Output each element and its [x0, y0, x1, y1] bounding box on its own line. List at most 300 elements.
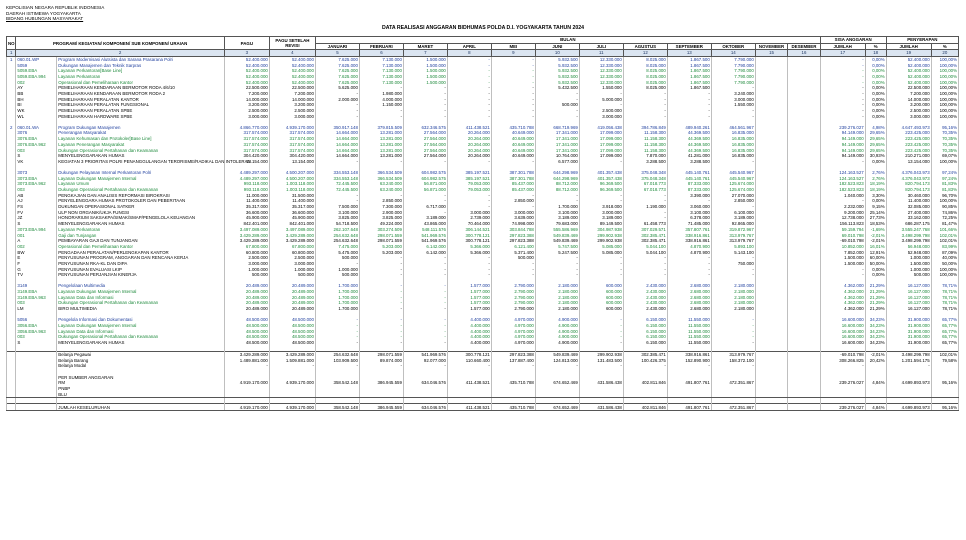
row-value: 5.366.000: [447, 249, 491, 255]
row-value: 445.140.761: [667, 175, 711, 181]
row-value: 317.574.000: [269, 130, 315, 136]
row-value: 7.790.000: [711, 68, 755, 74]
row-value: 2.850.000: [359, 198, 403, 204]
row-value: 16.127.000: [886, 300, 931, 306]
column-number: 9: [491, 50, 535, 56]
row-code: JZ: [16, 215, 57, 221]
header-sisa-jumlah: JUMLAH: [820, 43, 865, 50]
row-value: -: [623, 198, 667, 204]
row-value: -: [820, 91, 865, 97]
row-value: 1.201.594.175: [886, 358, 931, 364]
row-value: 81,83%: [931, 187, 958, 193]
row-value: 97,24%: [931, 175, 958, 181]
row-value: 17.341.000: [535, 136, 579, 142]
row-value: -: [820, 62, 865, 68]
row-value: 11.550.000: [667, 328, 711, 334]
row-value: 500.000: [886, 272, 931, 278]
row-value: 3.189.000: [579, 215, 623, 221]
row-value: 0,00%: [865, 91, 886, 97]
row-value: 445.540.967: [711, 170, 755, 176]
row-description: PENGADAAN PERALATAN/PERLENGKAPAN KANTOR: [57, 249, 225, 255]
row-value: 317.574.000: [269, 147, 315, 153]
row-value: -: [711, 266, 755, 272]
row-value: 2.850.000: [711, 198, 755, 204]
row-value: 16.835.000: [711, 153, 755, 159]
row-value: 12.738.000: [820, 215, 865, 221]
row-value: -: [491, 74, 535, 80]
row-description: PEMBAYARAN GAJI DAN TUNJANGAN: [57, 238, 225, 244]
header-penyerapan-pct: %: [931, 43, 958, 50]
row-value: -: [315, 363, 359, 369]
row-value: 5.044.100: [623, 249, 667, 255]
row-value: 634.046.576: [403, 380, 447, 386]
row-value: 8.025.000: [623, 56, 667, 62]
row-code: BH: [16, 96, 57, 102]
row-description: BLU: [57, 391, 225, 397]
row-value: 11.158.300: [623, 130, 667, 136]
row-value: 8.025.000: [623, 79, 667, 85]
header-penyerapan: PENYERAPAN: [886, 37, 958, 44]
row-description: Operasional dan Pemeliharaan Kantor: [57, 79, 225, 85]
row-value: 445.540.967: [711, 175, 755, 181]
header-month: JANUARI: [315, 43, 359, 50]
row-code: AY: [16, 85, 57, 91]
row-value: 3.189.000: [711, 215, 755, 221]
row-value: -: [623, 91, 667, 97]
row-value: 548.111.576: [403, 227, 447, 233]
row-value: 338.916.861: [667, 232, 711, 238]
row-value: 16.127.000: [886, 306, 931, 312]
row-description: PENYUSUNAN PERJANJIAN KINERJA: [57, 272, 225, 278]
row-value: -: [403, 261, 447, 267]
row-value: -2,01%: [865, 238, 886, 244]
row-value: 1.700.000: [315, 300, 359, 306]
row-value: 70,35%: [931, 142, 958, 148]
row-value: -: [447, 62, 491, 68]
row-value: 3.000.000: [886, 113, 931, 119]
budget-table: [6, 36, 959, 411]
row-value: 52.400.000: [224, 68, 269, 74]
row-value: 7.625.000: [315, 74, 359, 80]
row-value: 6.142.000: [403, 244, 447, 250]
row-value: 3.429.289.000: [224, 232, 269, 238]
row-value: -: [623, 102, 667, 108]
row-value: -: [315, 323, 359, 329]
row-value: -: [820, 102, 865, 108]
row-value: 2.430.000: [623, 295, 667, 301]
row-description: Dukungan Operasional Pertahanan dan Keamanan: [57, 147, 225, 153]
row-value: -: [820, 79, 865, 85]
row-value: 4.489.297.000: [224, 175, 269, 181]
row-value: 182.523.823: [820, 181, 865, 187]
row-description: DUKUNGAN OPERASIONAL SATKER: [57, 204, 225, 210]
row-value: 16.835.000: [711, 142, 755, 148]
row-value: 4.939.170.000: [269, 380, 315, 386]
row-value: 2.180.000: [711, 300, 755, 306]
row-value: 1.577.000: [447, 289, 491, 295]
row-value: 7.790.000: [711, 56, 755, 62]
row-value: -: [623, 266, 667, 272]
row-value: 52.400.000: [269, 79, 315, 85]
row-description: Layanan Kehumasan dan Protokoler[Base Line]: [57, 136, 225, 142]
row-description: RM: [57, 380, 225, 386]
row-code: 002: [16, 244, 57, 250]
row-value: 307.029.571: [623, 227, 667, 233]
column-number: 17: [820, 50, 865, 56]
header-month: JULI: [579, 43, 623, 50]
row-value: -: [447, 204, 491, 210]
row-value: 100,00%: [931, 96, 958, 102]
row-value: 5.366.000: [447, 244, 491, 250]
row-value: 52.400.000: [886, 79, 931, 85]
row-value: 334.553.148: [315, 170, 359, 176]
row-value: -: [579, 192, 623, 198]
row-value: 11.550.000: [667, 334, 711, 340]
row-value: 11.550.000: [667, 340, 711, 346]
row-value: 2,76%: [865, 170, 886, 176]
row-value: 0,00%: [865, 159, 886, 165]
row-value: 541.969.576: [403, 232, 447, 238]
row-value: 1.867.500: [667, 62, 711, 68]
row-value: -: [403, 300, 447, 306]
row-description: PENGKAJIAN DAN ANALISIS REFORMASI BIROKRASI: [57, 192, 225, 198]
row-value: 65,77%: [931, 340, 958, 346]
row-value: 3.000.000: [269, 261, 315, 267]
row-value: 842.401.000: [224, 221, 269, 227]
row-description: Layanan Data dan Informasi: [57, 328, 225, 334]
header-month: FEBRUARI: [359, 43, 403, 50]
row-value: 11.158.300: [623, 136, 667, 142]
row-code: BW: [16, 249, 57, 255]
row-value: -: [820, 96, 865, 102]
row-description: Layanan Perkantoran: [57, 227, 225, 233]
row-code: VK: [16, 159, 57, 165]
row-value: 0,00%: [865, 266, 886, 272]
row-value: 313.979.767: [711, 238, 755, 244]
row-code: 3076.EBA.962: [16, 142, 57, 148]
row-value: -: [535, 91, 579, 97]
row-description: Program Dukungan Manajemen: [57, 125, 225, 131]
row-code: 3149.EBA: [16, 289, 57, 295]
row-description: PEMELIHARAAN KENDARAAN BERMOTOR RODA 4/6/10: [57, 85, 225, 91]
row-value: 11.400.000: [269, 198, 315, 204]
row-value: -: [535, 192, 579, 198]
header-bulan: BULAN: [315, 37, 820, 44]
row-value: 83,99%: [931, 244, 958, 250]
row-value: -: [579, 159, 623, 165]
row-value: 2.680.000: [667, 295, 711, 301]
row-value: 3.429.289.000: [269, 351, 315, 357]
row-value: 4.362.000: [820, 300, 865, 306]
row-value: 313.979.767: [711, 232, 755, 238]
column-number: 14: [711, 50, 755, 56]
row-value: 4,98%: [865, 125, 886, 131]
row-value: 5.203.000: [359, 244, 403, 250]
row-value: 5.432.500: [535, 85, 579, 91]
row-value: 375.048.348: [623, 170, 667, 176]
row-value: 1.867.500: [667, 68, 711, 74]
row-value: 52.400.000: [224, 79, 269, 85]
row-value: 1.577.000: [447, 295, 491, 301]
row-value: 6.378.000: [667, 215, 711, 221]
row-value: -: [315, 108, 359, 114]
row-value: 0,00%: [865, 85, 886, 91]
header-penyerapan-jumlah: JUMLAH: [886, 43, 931, 50]
row-value: 14.664.000: [315, 142, 359, 148]
row-code: 3073.EBA.994: [16, 227, 57, 233]
row-value: 32.085.000: [886, 204, 931, 210]
row-value: 78,71%: [931, 306, 958, 312]
row-value: 644.298.969: [535, 175, 579, 181]
row-value: 16.127.000: [886, 289, 931, 295]
row-value: -: [711, 255, 755, 261]
row-value: 4.919.170.000: [224, 404, 269, 411]
row-value: 435.710.788: [491, 125, 535, 131]
row-value: 20,42%: [865, 358, 886, 364]
row-value: -: [623, 210, 667, 216]
row-value: 338.916.861: [667, 238, 711, 244]
row-value: -: [579, 198, 623, 204]
row-value: 1.040.000: [820, 192, 865, 198]
row-value: 2.680.000: [667, 283, 711, 289]
row-value: -: [403, 323, 447, 329]
row-value: 20.489.000: [269, 289, 315, 295]
row-value: -: [403, 198, 447, 204]
row-description: Layanan Dukungan Manajemen Internal: [57, 289, 225, 295]
row-value: 394.786.849: [623, 125, 667, 131]
row-value: -: [667, 91, 711, 97]
row-value: 20.489.000: [224, 283, 269, 289]
row-value: 302.385.471: [623, 351, 667, 357]
row-value: 67.018.773: [623, 187, 667, 193]
row-value: 386.945.559: [359, 404, 403, 411]
row-value: 1.700.000: [315, 289, 359, 295]
row-value: 306.144.521: [447, 227, 491, 233]
row-value: 17.099.000: [579, 153, 623, 159]
row-value: 6.100.000: [711, 210, 755, 216]
row-value: 29,65%: [865, 142, 886, 148]
row-value: -69.010.798: [820, 351, 865, 357]
row-value: -: [359, 283, 403, 289]
row-value: 40.649.000: [491, 130, 535, 136]
row-value: 2.790.000: [491, 289, 535, 295]
row-value: 3.189.000: [535, 215, 579, 221]
row-number: 2: [7, 125, 16, 131]
row-value: 158.372.100: [711, 358, 755, 364]
row-value: 3.555.247.768: [886, 227, 931, 233]
row-description: Penerangan Masyarakat: [57, 130, 225, 136]
row-value: -: [403, 334, 447, 340]
row-value: 48.500.000: [224, 323, 269, 329]
row-value: 72.445.500: [315, 187, 359, 193]
row-value: 81,83%: [931, 181, 958, 187]
row-value: 16.600.000: [820, 340, 865, 346]
row-description: Layanan Dukungan Manajemen Internal: [57, 323, 225, 329]
row-value: 297.823.388: [491, 351, 535, 357]
column-number: 4: [269, 50, 315, 56]
row-value: 4,84%: [865, 380, 886, 386]
row-value: 16.600.000: [820, 334, 865, 340]
row-value: -: [579, 266, 623, 272]
row-value: -: [820, 266, 865, 272]
row-value: 89.149.500: [579, 221, 623, 227]
row-value: 6.150.000: [623, 323, 667, 329]
row-value: 2.000.000: [315, 96, 359, 102]
row-value: -: [535, 113, 579, 119]
row-value: 20.264.000: [447, 147, 491, 153]
row-value: 2.180.000: [535, 295, 579, 301]
row-value: -: [359, 295, 403, 301]
row-value: 13.281.000: [359, 142, 403, 148]
row-value: 387.301.788: [491, 170, 535, 176]
row-value: 1.003.118.000: [269, 181, 315, 187]
row-value: 72,25%: [931, 215, 958, 221]
row-value: 16.127.000: [886, 283, 931, 289]
row-value: -: [491, 79, 535, 85]
row-value: 34,23%: [865, 328, 886, 334]
row-value: 10.852.000: [820, 244, 865, 250]
row-value: -: [667, 363, 711, 369]
row-value: 6.142.000: [403, 249, 447, 255]
row-value: 4.500.207.000: [269, 175, 315, 181]
row-value: 2.430.000: [623, 306, 667, 312]
row-value: 31.900.000: [886, 317, 931, 323]
row-value: -: [667, 198, 711, 204]
row-value: 34,23%: [865, 334, 886, 340]
row-value: -: [403, 85, 447, 91]
org-line-2: DAERAH ISTIMEWA YOGYAKARTA: [6, 10, 81, 16]
row-value: 6.121.400: [491, 244, 535, 250]
row-value: 31.900.000: [886, 340, 931, 346]
row-description: PENYUSUNAN EVALUASI LKIP: [57, 266, 225, 272]
row-code: 3149: [16, 283, 57, 289]
row-value: -: [579, 323, 623, 329]
row-value: -: [667, 102, 711, 108]
row-code: 002: [16, 79, 57, 85]
row-value: 500.000: [315, 255, 359, 261]
row-description: HONORARIUM SAKSAKPA/SIMAK/SMAP/PENGELOLA KEUANGAN: [57, 215, 225, 221]
row-value: -1,69%: [865, 227, 886, 233]
row-value: -: [667, 255, 711, 261]
row-value: 94.149.000: [820, 130, 865, 136]
column-number: 19: [886, 50, 931, 56]
row-value: 7.500.000: [315, 204, 359, 210]
row-value: 3.825.000: [315, 215, 359, 221]
row-value: -: [447, 113, 491, 119]
row-value: -: [359, 300, 403, 306]
row-value: 262.107.648: [315, 227, 359, 233]
row-value: 1.000.000: [224, 266, 269, 272]
row-value: 1.190.000: [623, 204, 667, 210]
row-value: 5.932.500: [535, 56, 579, 62]
row-value: 2.500.000: [886, 108, 931, 114]
row-value: 0,00%: [865, 74, 886, 80]
row-description: PEMELIHARAAN PERALATAN FUNGSIONAL: [57, 102, 225, 108]
row-value: 60.800.000: [224, 249, 269, 255]
row-value: 88.712.000: [535, 181, 579, 187]
column-number: 18: [865, 50, 886, 56]
row-value: -: [491, 266, 535, 272]
row-value: 17.341.000: [535, 142, 579, 148]
row-value: -: [315, 102, 359, 108]
row-value: 87.333.000: [667, 187, 711, 193]
organization-header: [6, 5, 104, 22]
row-value: 401.357.438: [579, 170, 623, 176]
row-value: 4.870.900: [667, 244, 711, 250]
row-value: 48.500.000: [269, 334, 315, 340]
row-value: 1.700.000: [315, 306, 359, 312]
row-value: 4.489.297.000: [224, 170, 269, 176]
row-value: -: [447, 91, 491, 97]
row-code: AB: [16, 192, 57, 198]
row-value: -: [447, 79, 491, 85]
row-value: 820.794.173: [886, 187, 931, 193]
row-value: -: [711, 108, 755, 114]
row-value: 317.574.000: [269, 136, 315, 142]
row-value: 2.790.000: [491, 306, 535, 312]
row-description: KEGIATAN 3 PRIORITAS POLRI PENANGGULANGAN TERORISME/RADIKAL DAN INTOLERAN: [58, 158, 251, 164]
row-code: S: [16, 153, 57, 159]
row-value: 8.025.000: [623, 74, 667, 80]
row-value: 95,16%: [931, 380, 958, 386]
row-value: 12.330.000: [579, 62, 623, 68]
row-code: TV: [16, 272, 57, 278]
header-month: DESEMBER: [788, 43, 820, 50]
row-value: 4.970.000: [491, 317, 535, 323]
row-value: 302.385.471: [623, 232, 667, 238]
row-value: 11.158.300: [623, 147, 667, 153]
row-value: -: [403, 272, 447, 278]
row-value: 137.887.400: [491, 358, 535, 364]
row-value: 52.400.000: [886, 74, 931, 80]
row-value: 385.197.521: [447, 170, 491, 176]
row-value: 60.800.000: [269, 249, 315, 255]
row-value: -: [359, 340, 403, 346]
row-value: 239.276.027: [820, 380, 865, 386]
row-value: 668.719.969: [535, 125, 579, 131]
row-description: Layanan Dukungan Manajemen Internal: [57, 175, 225, 181]
row-description: Dukungan Pelayanan Internal Perkantoran Polri: [57, 170, 225, 176]
row-value: 4.900.000: [535, 317, 579, 323]
row-value: 600.000: [579, 295, 623, 301]
row-value: -: [623, 272, 667, 278]
row-description: Pengelolaan Multimedia: [57, 283, 225, 289]
row-value: -: [535, 255, 579, 261]
row-value: 17.099.000: [579, 142, 623, 148]
row-value: -: [359, 255, 403, 261]
row-value: -: [623, 215, 667, 221]
row-value: 300.778.121: [447, 232, 491, 238]
row-code: 5059.EBA: [16, 68, 57, 74]
column-number: 5: [315, 50, 359, 56]
row-value: 74.998.000: [491, 221, 535, 227]
row-value: 3.000.000: [447, 210, 491, 216]
row-value: 14.664.000: [315, 130, 359, 136]
row-value: 34,23%: [865, 317, 886, 323]
row-value: -: [535, 198, 579, 204]
row-value: 7.200.000: [269, 91, 315, 97]
row-value: 4.699.893.973: [886, 380, 931, 386]
row-value: 100.426.375: [623, 358, 667, 364]
row-value: -: [579, 272, 623, 278]
row-value: -: [447, 102, 491, 108]
row-value: 1.500.000: [403, 62, 447, 68]
row-value: 297.823.388: [491, 232, 535, 238]
row-value: 100,00%: [931, 266, 958, 272]
row-value: 11.400.000: [224, 198, 269, 204]
row-code: 5056: [16, 317, 57, 323]
row-code: 3056.EBA: [16, 323, 57, 329]
